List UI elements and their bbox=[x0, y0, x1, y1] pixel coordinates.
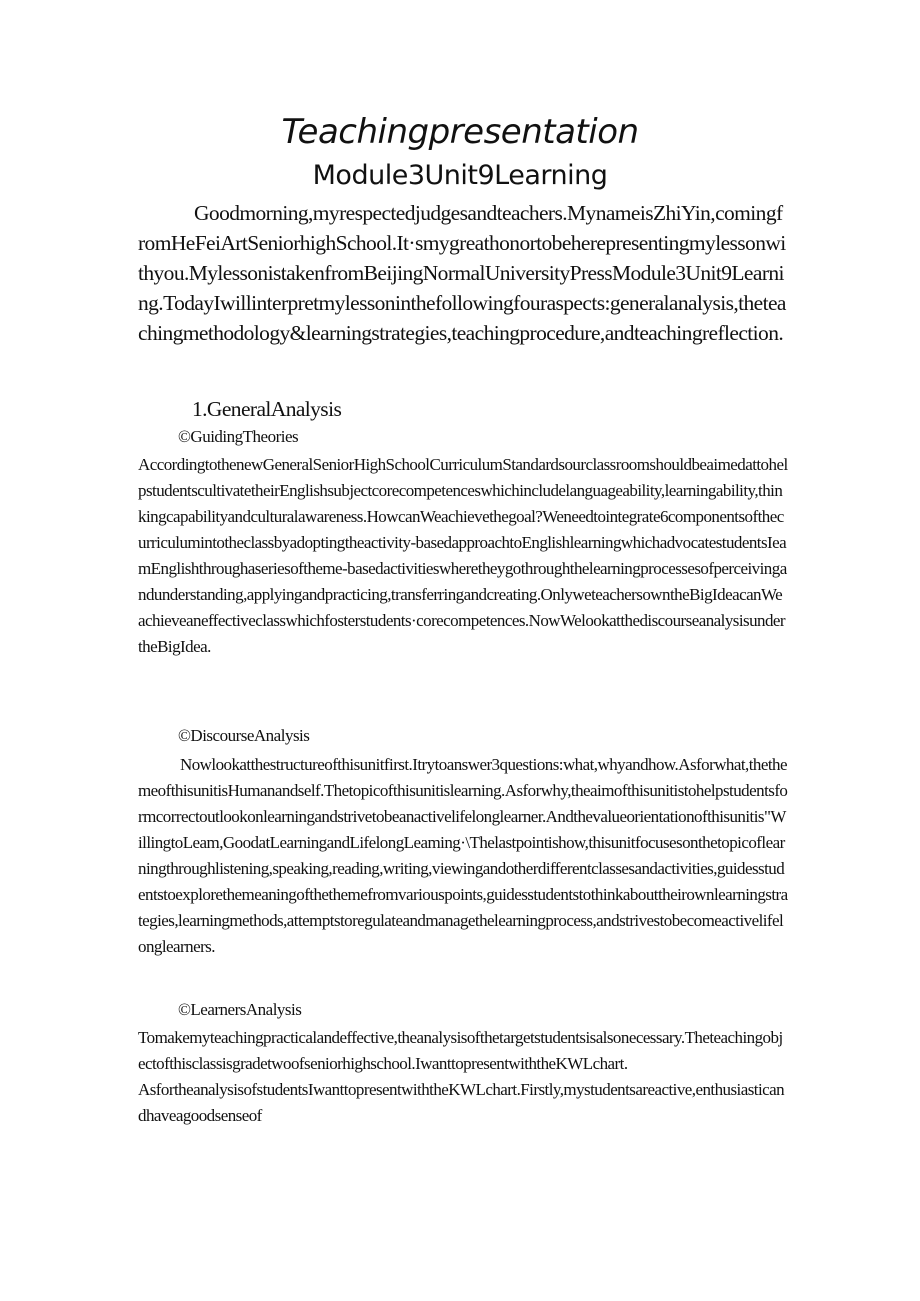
subheading-guiding-theories: ©GuidingTheories bbox=[178, 427, 299, 446]
intro-paragraph: Goodmorning,myrespectedjudgesandteachers.MynameisZhiYin,comingfromHeFeiArtSeniorhighSchool.It·smygreathonortobeherepresentingmylessonwithyou.MylessonistakenfromBeijingNormalUniversityPressModule3Unit9Learning.TodayIwillinterpretmylessoninthefollowingfouraspects:generalanalysis,theteachingmethodology&learningstrategies,teachingprocedure,andteachingreflection. bbox=[138, 201, 786, 345]
section-heading-general-analysis: 1.GeneralAnalysis bbox=[192, 397, 342, 421]
guiding-theories-paragraph: AccordingtothenewGeneralSeniorHighSchoolCurriculumStandardsourclassroomshouldbeaimedattohelpstudentscultivatetheirEnglishsubjectcorecompetenceswhichincludelanguageability,learningability,thinkingcapabilityandculturalawareness.HowcanWeachievethegoal?Weneedtointegrate6componentsofthecurriculumintotheclassbyadoptingtheactivity-basedapproachtoEnglishlearningwhichadvocatestudentsIeamEnglishthroughaseriesoftheme-basedactivitieswheretheygothroughthelearningprocessesofperceivingandunderstanding,applyingandpracticing,transferringandcreating.OnlyweteachersowntheBigIdeacanWeachieveaneffectiveclasswhichfosterstudents·corecompetences.NowWelookatthediscourseanalysisundertheBigIdea. bbox=[138, 455, 788, 656]
learners-analysis-paragraph-2: AsfortheanalysisofstudentsIwanttopresentwiththeKWLchart.Firstly,mystudentsareactive,enthusiasticandhaveagoodsenseof bbox=[138, 1080, 785, 1125]
page-subtitle: Module3Unit9Learning bbox=[312, 160, 608, 191]
learners-analysis-paragraph: Tomakemyteachingpracticalandeffective,theanalysisofthetargetstudentsisalsonecessary.Theteachingobjectofthisclassisgradetwoofseniorhighschool.IwanttopresentwiththeKWLchart. bbox=[138, 1028, 783, 1073]
subheading-discourse-analysis: ©DiscourseAnalysis bbox=[178, 726, 310, 745]
discourse-analysis-paragraph: Nowlookatthestructureofthisunitfirst.Itrytoanswer3questions:what,whyandhow.Asforwhat,thethemeofthisunitisHumanandself.Thetopicofthisunitislearning.Asforwhy,theaimofthisunitistohelpstudentsformcorrectoutlookonlearningandstrivetobeanactivelifelonglearner.Andthevalueorientationofthisunitis"WillingtoLeam,GoodatLearningandLifelongLeaming·\Thelastpointishow,thisunitfocusesonthetopicoflearningthroughlistening,speaking,reading,writing,viewingandotherdifferentclassesandactivities,guidesstudentstoexplorethemeaningofthethemefromvariouspoints,guidesstudentstothinkabouttheirownlearningstrategies,learningmethods,attemptstoregulateandmanagethelearningprocess,andstrivestobecomeactivelifelonglearners. bbox=[138, 755, 788, 956]
learners-analysis-block bbox=[138, 1025, 788, 1129]
page-title: Teachingpresentation bbox=[281, 112, 639, 152]
subheading-learners-analysis: ©LearnersAnalysis bbox=[178, 1000, 302, 1019]
